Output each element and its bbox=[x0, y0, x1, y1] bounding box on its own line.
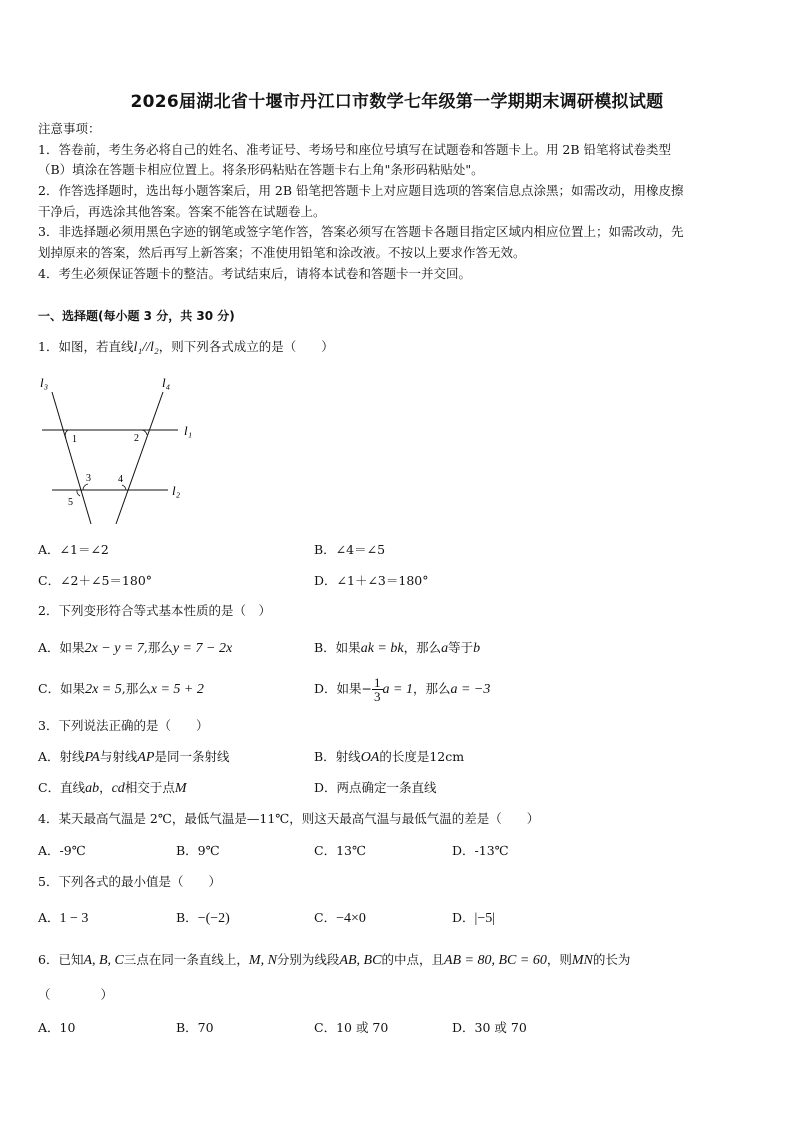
q3-option-b[interactable] bbox=[314, 747, 464, 768]
q6-text-a: 6．已知 bbox=[38, 952, 84, 967]
q5-option-c[interactable] bbox=[314, 908, 366, 929]
q4-stem: 4．某天最高气温是 2℃，最低气温是—11℃，则这天最高气温与最低气温的差是（ ） bbox=[38, 811, 540, 826]
q3-a-math-1: PA bbox=[84, 750, 100, 765]
q2-option-d[interactable] bbox=[314, 670, 490, 709]
q1-option-a[interactable]: A．∠1＝∠2 bbox=[38, 542, 109, 557]
q6-math-3: AB, BC bbox=[339, 953, 382, 968]
arc-3 bbox=[83, 484, 88, 490]
q5-c-math: −4×0 bbox=[336, 911, 366, 926]
q5-a-math: 1 − 3 bbox=[59, 911, 89, 926]
q1-stem bbox=[38, 337, 334, 358]
q6-text-d: 的中点，且 bbox=[381, 952, 444, 967]
q5-option-b[interactable] bbox=[176, 908, 230, 929]
q1-stem-text-a: 1．如图，若直线 bbox=[38, 339, 134, 354]
q2-d-numerator: 1 bbox=[374, 675, 381, 690]
label-l1: l₁ bbox=[184, 423, 193, 438]
q2-d-fraction bbox=[372, 676, 383, 703]
q2-c-mid: ,那么 bbox=[121, 681, 151, 696]
q5-c-label: C． bbox=[314, 910, 337, 925]
q2-a-mid: ,那么 bbox=[143, 640, 173, 655]
q3-a-text-c: 是同一条射线 bbox=[154, 749, 230, 764]
q5-option-d[interactable] bbox=[452, 908, 495, 929]
arc-4 bbox=[122, 485, 126, 490]
q6-option-a[interactable]: A．10 bbox=[38, 1020, 76, 1035]
q5-b-math: −(−2) bbox=[197, 911, 230, 926]
q2-b-end: 等于 bbox=[448, 640, 474, 655]
q3-c-text-b: ， bbox=[99, 780, 112, 795]
q3-a-text-a: A．射线 bbox=[38, 749, 85, 764]
q2-c-math-1: 2x = 5 bbox=[85, 682, 122, 697]
label-angle-2: 2 bbox=[134, 433, 139, 444]
q2-c-label: C．如果 bbox=[38, 681, 86, 696]
line-l4 bbox=[116, 392, 163, 524]
notice-line-3: 2．作答选择题时，选出每小题答案后，用 2B 铅笔把答题卡上对应题目选项的答案信息点涂黑；如需改动，用橡皮擦 bbox=[38, 183, 684, 198]
q3-a-text-b: 与射线 bbox=[99, 749, 138, 764]
q2-stem: 2．下列变形符合等式基本性质的是（ ） bbox=[38, 603, 271, 618]
notice-line-2: （B）填涂在答题卡相应位置上。将条形码粘贴在答题卡右上角"条形码粘贴处"。 bbox=[38, 162, 484, 177]
q4-option-b[interactable]: B．9℃ bbox=[176, 843, 220, 858]
arc-1 bbox=[65, 430, 68, 438]
q1-option-d[interactable]: D．∠1＋∠3＝180° bbox=[314, 573, 429, 588]
q3-stem: 3．下列说法正确的是（ ） bbox=[38, 718, 209, 733]
q1-option-c[interactable]: C．∠2＋∠5＝180° bbox=[38, 573, 153, 588]
q1-stem-math: l₁//l₂ bbox=[133, 340, 159, 355]
q6-math-1: A, B, C bbox=[83, 953, 124, 968]
q1-stem-text-b: ，则下列各式成立的是（ ） bbox=[158, 339, 334, 354]
q2-b-math-3: b bbox=[473, 641, 481, 656]
q5-d-math: |−5| bbox=[474, 911, 496, 926]
notice-heading: 注意事项： bbox=[38, 121, 101, 136]
q6-math-2: M, N bbox=[248, 953, 277, 968]
q6-option-d[interactable]: D．30 或 70 bbox=[452, 1020, 527, 1035]
notice-line-5: 3．非选择题必须用黑色字迹的钢笔或签字笔作答，答案必须写在答题卡各题目指定区域内相应位置上；如需改动，先 bbox=[38, 224, 684, 239]
q2-option-a[interactable] bbox=[38, 638, 232, 659]
notice-line-4: 干净后，再选涂其他答案。答案不能答在试题卷上。 bbox=[38, 204, 326, 219]
q3-option-a[interactable] bbox=[38, 747, 229, 768]
q6-text-e: ，则 bbox=[546, 952, 572, 967]
q3-a-math-2: AP bbox=[137, 750, 155, 765]
q6-option-c[interactable]: C．10 或 70 bbox=[314, 1020, 389, 1035]
q3-c-math-3: M bbox=[174, 781, 187, 796]
label-angle-5: 5 bbox=[68, 497, 73, 508]
q3-c-math-2: cd bbox=[111, 781, 125, 796]
label-l4: l₄ bbox=[162, 375, 171, 390]
q6-option-b[interactable]: B．70 bbox=[176, 1020, 214, 1035]
q5-d-label: D． bbox=[452, 910, 475, 925]
q2-option-b[interactable] bbox=[314, 638, 480, 659]
q5-a-label: A． bbox=[38, 910, 60, 925]
q6-math-5: MN bbox=[571, 953, 593, 968]
q2-d-denominator: 3 bbox=[374, 689, 381, 704]
q3-option-c[interactable] bbox=[38, 778, 187, 799]
q2-a-math-1: 2x − y = 7 bbox=[84, 641, 144, 656]
label-l3: l₃ bbox=[40, 375, 49, 390]
q6-stem bbox=[38, 950, 630, 971]
q1-option-b[interactable]: B．∠4＝∠5 bbox=[314, 542, 386, 557]
notice-line-6: 划掉原来的答案，然后再写上新答案；不准使用铅笔和涂改液。不按以上要求作答无效。 bbox=[38, 245, 526, 260]
q2-b-mid: ，那么 bbox=[403, 640, 442, 655]
label-angle-1: 1 bbox=[72, 434, 77, 445]
q6-text-c: 分别为线段 bbox=[276, 952, 340, 967]
q2-d-math-1: a = 1 bbox=[382, 682, 413, 697]
q2-a-label: A．如果 bbox=[38, 640, 85, 655]
q2-d-math-2: a = −3 bbox=[450, 682, 491, 697]
q4-option-a[interactable]: A．-9℃ bbox=[38, 843, 86, 858]
notice-line-1: 1．答卷前，考生务必将自己的姓名、准考证号、考场号和座位号填写在试题卷和答题卡上。用 2B 铅笔将试卷类型 bbox=[38, 142, 672, 157]
q2-d-label: D．如果− bbox=[314, 681, 372, 696]
q6-math-4: AB = 80, BC = 60 bbox=[443, 953, 547, 968]
q2-c-math-2: x = 5 + 2 bbox=[150, 682, 204, 697]
q3-b-text-b: 的长度是12cm bbox=[379, 749, 465, 764]
q3-b-text-a: B．射线 bbox=[314, 749, 361, 764]
q3-c-math-1: ab bbox=[85, 781, 100, 796]
q2-b-math-2: a bbox=[441, 641, 449, 656]
q6-text-f: 的长为 bbox=[592, 952, 631, 967]
q6-text-b: 三点在同一条直线上， bbox=[123, 952, 249, 967]
label-angle-3: 3 bbox=[86, 473, 91, 484]
notice-line-7: 4．考生必须保证答题卡的整洁。考试结束后，请将本试卷和答题卡一并交回。 bbox=[38, 266, 471, 281]
q2-option-c[interactable] bbox=[38, 679, 204, 700]
q6-answer-paren: （ ） bbox=[38, 987, 114, 1002]
arc-5 bbox=[77, 490, 80, 496]
q2-d-mid: ，那么 bbox=[412, 681, 451, 696]
q2-b-label: B．如果 bbox=[314, 640, 361, 655]
q3-option-d[interactable]: D．两点确定一条直线 bbox=[314, 780, 437, 795]
q2-a-math-2: y = 7 − 2x bbox=[172, 641, 233, 656]
q1-figure bbox=[38, 368, 208, 528]
q2-b-math-1: ak = bk bbox=[360, 641, 404, 656]
q5-option-a[interactable] bbox=[38, 908, 88, 929]
label-angle-4: 4 bbox=[118, 474, 123, 485]
arc-2 bbox=[142, 430, 147, 435]
label-l2: l₂ bbox=[172, 483, 181, 498]
q5-stem: 5．下列各式的最小值是（ ） bbox=[38, 874, 221, 889]
q3-c-text-a: C．直线 bbox=[38, 780, 86, 795]
q5-b-label: B． bbox=[176, 910, 198, 925]
q4-option-c[interactable]: C．13℃ bbox=[314, 843, 366, 858]
exam-title: 2026届湖北省十堰市丹江口市数学七年级第一学期期末调研模拟试题 bbox=[130, 92, 664, 112]
section-heading: 一、选择题(每小题 3 分，共 30 分) bbox=[38, 309, 235, 323]
q3-c-text-c: 相交于点 bbox=[124, 780, 175, 795]
q4-option-d[interactable]: D．-13℃ bbox=[452, 843, 509, 858]
q3-b-math-1: OA bbox=[360, 750, 380, 765]
